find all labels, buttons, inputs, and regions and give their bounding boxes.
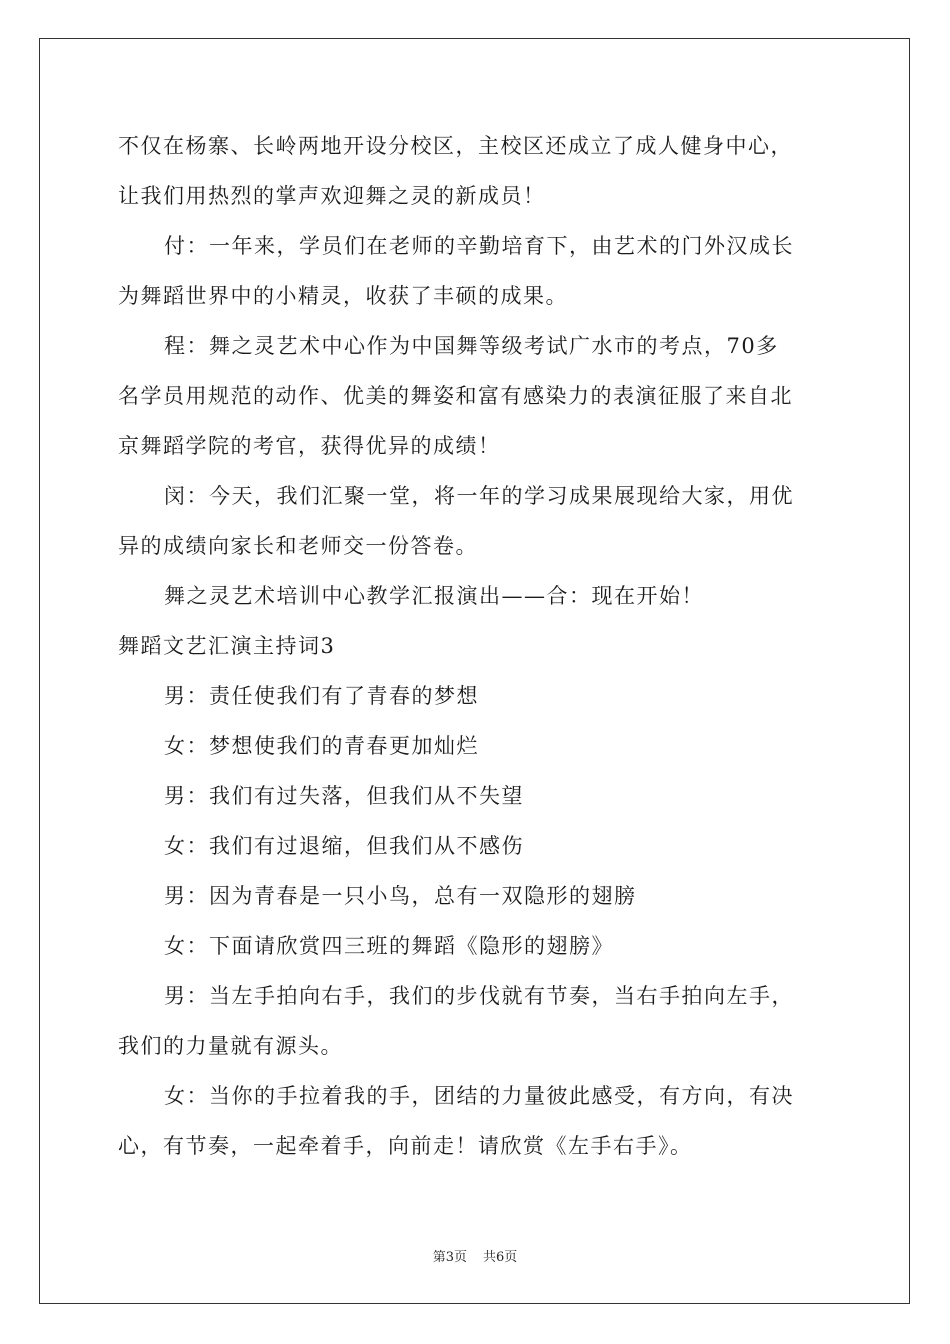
text-line: 男：因为青春是一只小鸟，总有一双隐形的翅膀 — [164, 884, 637, 908]
text-line: 心，有节奏，一起牵着手，向前走！请欣赏《左手右手》。 — [118, 1134, 693, 1158]
text-line: 男：当左手拍向右手，我们的步伐就有节奏，当右手拍向左手， — [164, 984, 794, 1008]
document-body — [118, 121, 833, 1171]
text-line: 闵：今天，我们汇聚一堂，将一年的学习成果展现给大家，用优 — [164, 484, 794, 508]
text-line: 程：舞之灵艺术中心作为中国舞等级考试广水市的考点，70多 — [164, 334, 779, 358]
text-line: 我们的力量就有源头。 — [118, 1034, 343, 1058]
text-line: 不仅在杨寨、长岭两地开设分校区，主校区还成立了成人健身中心， — [118, 134, 793, 158]
text-line: 女：梦想使我们的青春更加灿烂 — [164, 734, 479, 758]
text-line: 女：下面请欣赏四三班的舞蹈《隐形的翅膀》 — [164, 934, 614, 958]
text-line: 女：当你的手拉着我的手，团结的力量彼此感受，有方向，有决 — [164, 1084, 794, 1108]
text-line: 舞之灵艺术培训中心教学汇报演出——合：现在开始！ — [164, 584, 704, 608]
text-line: 为舞蹈世界中的小精灵，收获了丰硕的成果。 — [118, 284, 568, 308]
page-total: 共6页 — [483, 1250, 518, 1265]
text-line: 异的成绩向家长和老师交一份答卷。 — [118, 534, 478, 558]
text-line: 付：一年来，学员们在老师的辛勤培育下，由艺术的门外汉成长 — [164, 234, 794, 258]
text-line: 女：我们有过退缩，但我们从不感伤 — [164, 834, 524, 858]
page-number: 第3页 — [432, 1250, 467, 1265]
page-footer — [0, 1246, 950, 1265]
text-line: 男：我们有过失落，但我们从不失望 — [164, 784, 524, 808]
text-line: 名学员用规范的动作、优美的舞姿和富有感染力的表演征服了来自北 — [118, 384, 793, 408]
text-line: 京舞蹈学院的考官，获得优异的成绩！ — [118, 434, 501, 458]
text-line: 让我们用热烈的掌声欢迎舞之灵的新成员！ — [118, 184, 546, 208]
text-line: 男：责任使我们有了青春的梦想 — [164, 684, 479, 708]
section-heading: 舞蹈文艺汇演主持词3 — [118, 634, 336, 658]
